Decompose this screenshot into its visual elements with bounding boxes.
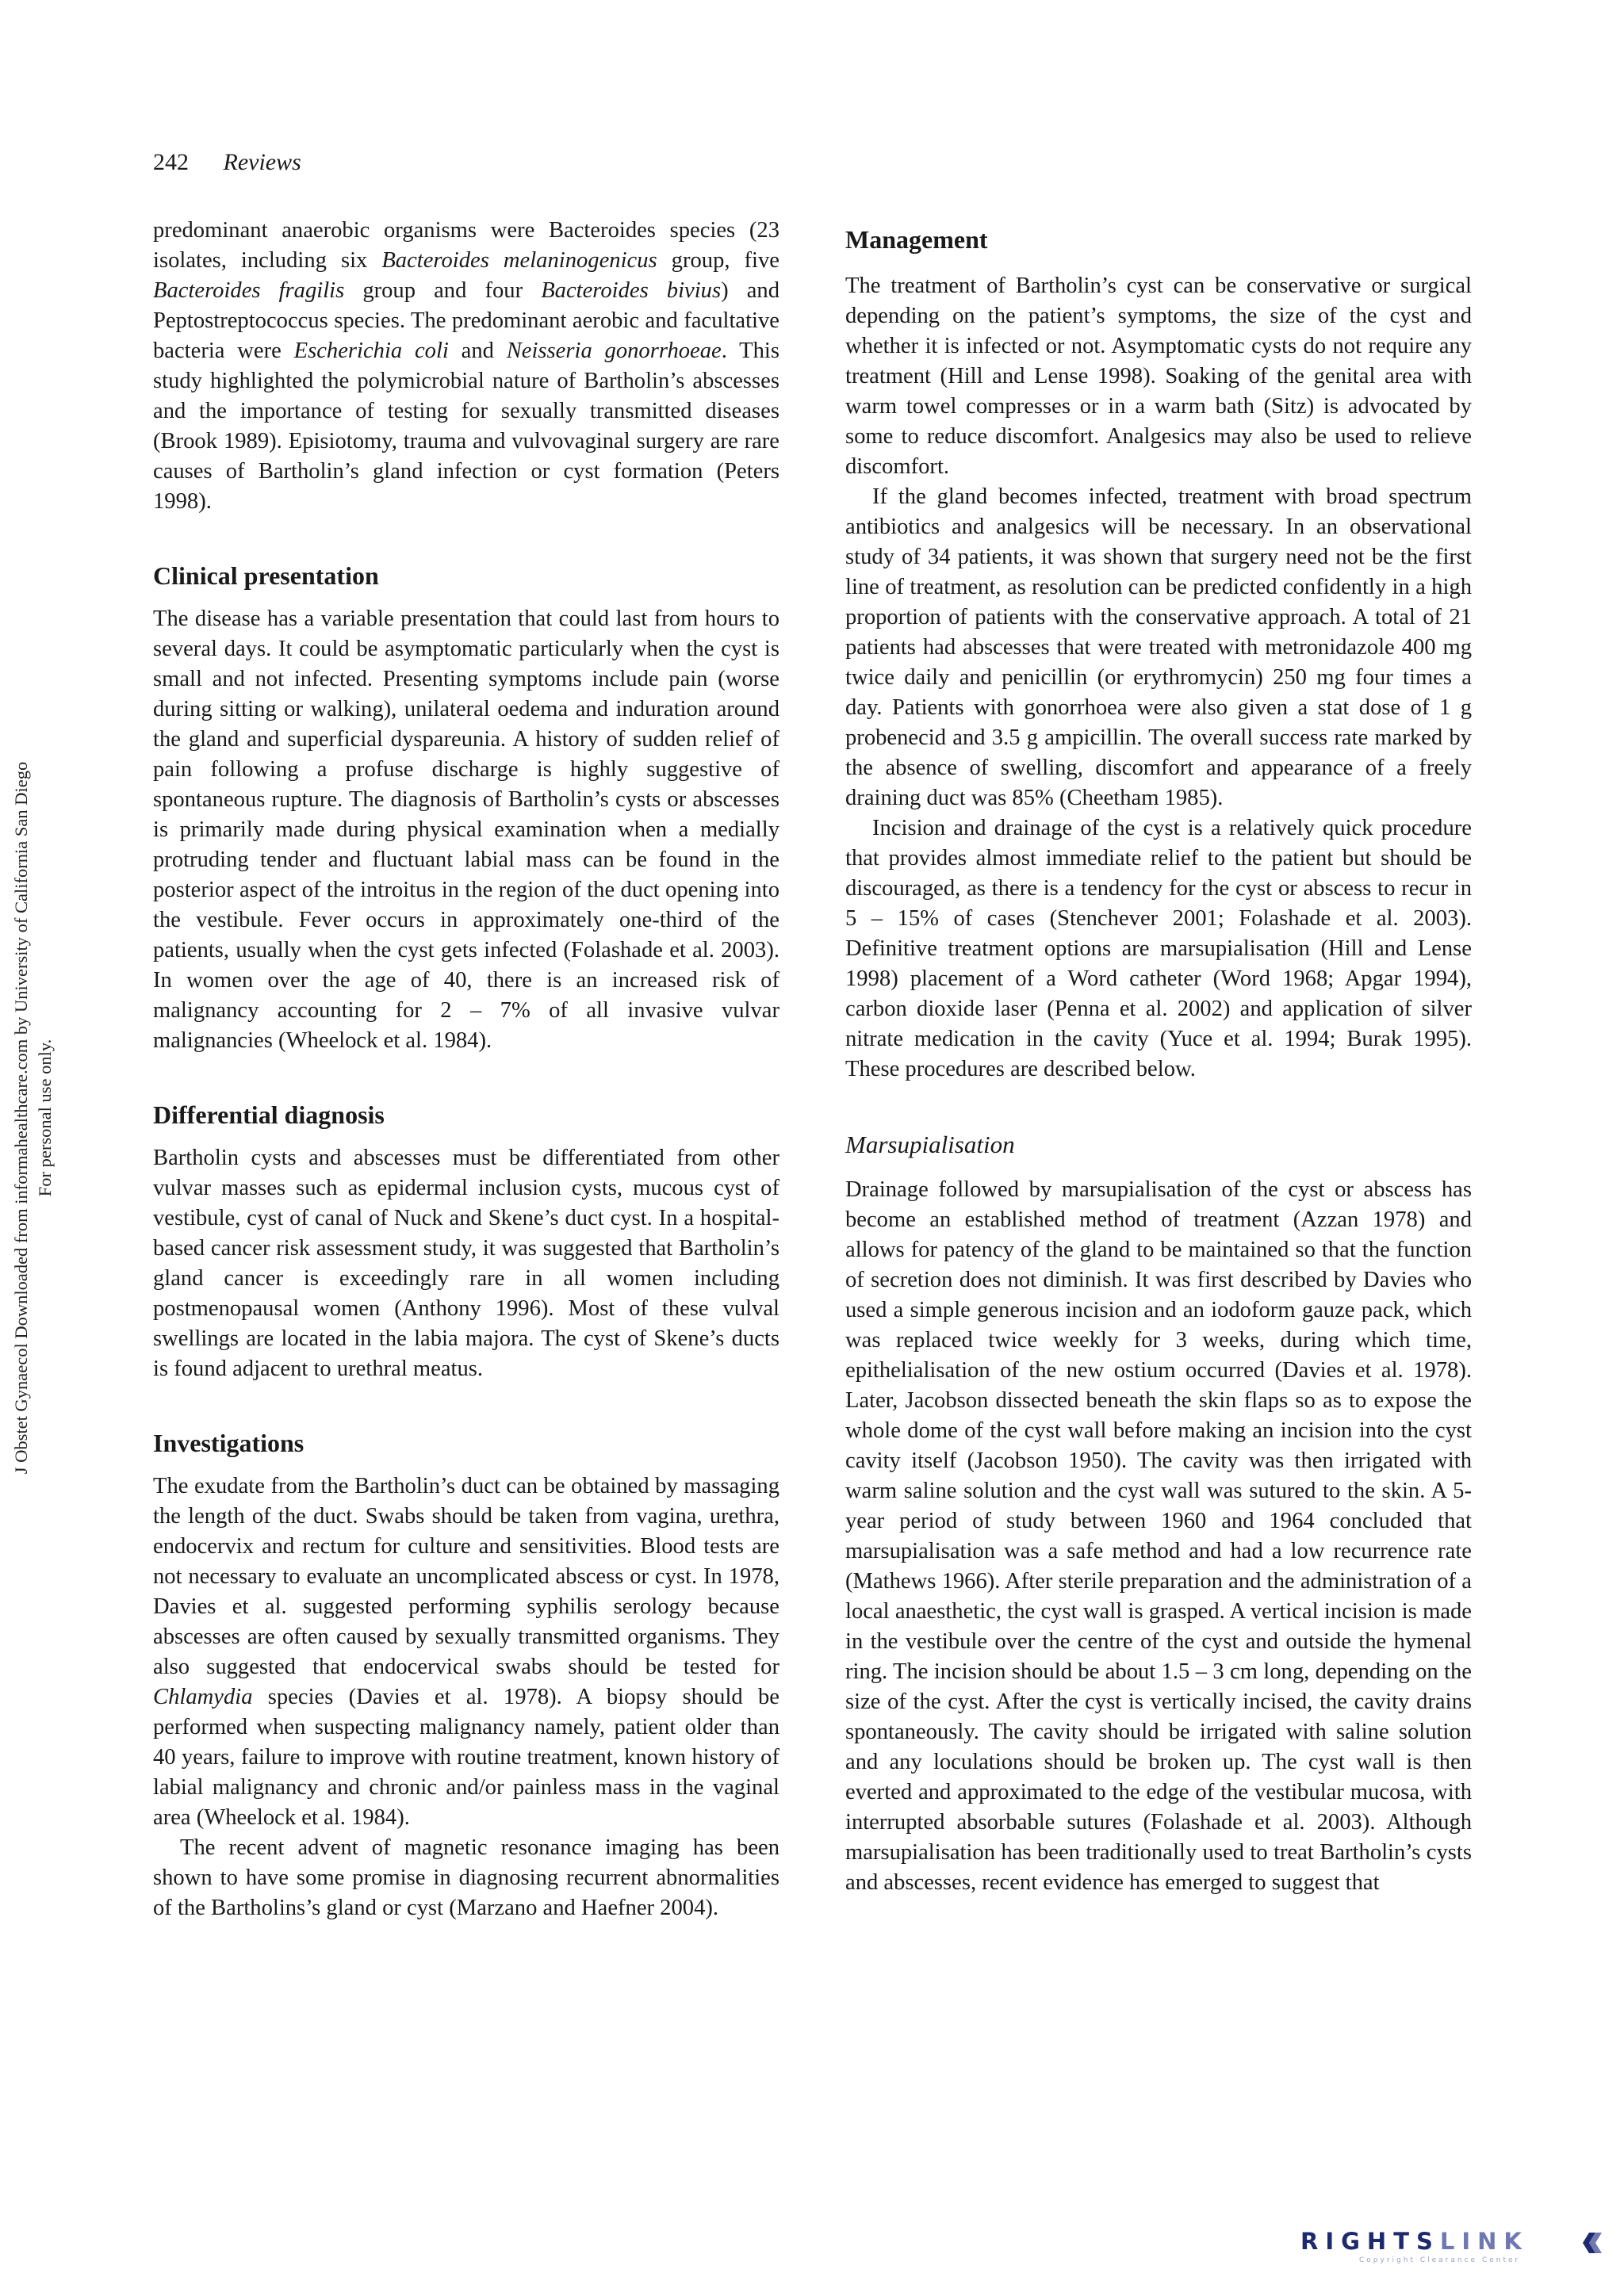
paragraph-investigations-1: The exudate from the Bartholin’s duct can be obtained by massaging the length of the duct. Swabs should be taken from vagina, urethra, endocervix and rectum for culture and sensitivities. Blood tests are not necessary to evaluate an uncomplicated abscess or cyst. In 1978, Davies et al. suggested performing syphilis serology because abscesses are often caused by sexually transmitted organisms. They also suggested that endocervical swabs should be tested for Chlamydia species (Davies et al. 1978). A biopsy should be performed when suspecting malignancy namely, patient older than 40 years, failure to improve with routine treatment, known history of labial malignancy and chronic and/or painless mass in the vaginal area (Wheelock et al. 1984). bbox=[153, 1474, 779, 1830]
paragraph-intro: predominant anaerobic organisms were Bacteroides species (23 isolates, including six Bacteroides melaninogenicus group, five Bacteroides fragilis group and four Bacteroides bivius) and Peptostreptococcus species. The predominant aerobic and facultative bacteria were Escherichia coli and Neisseria gonorrhoeae. This study highlighted the polymicrobial nature of Bartholin’s abscesses and the importance of testing for sexually transmitted diseases (Brook 1989). Episiotomy, trauma and vulvovaginal surgery are rare causes of Bartholin’s gland infection or cyst formation (Peters 1998). bbox=[153, 218, 779, 514]
rightslink-logo[interactable] bbox=[1300, 2228, 1610, 2275]
paragraph-management-3: Incision and drainage of the cyst is a relatively quick procedure that provides almost immediate relief to the patient but should be discouraged, as there is a tendency for the cyst or abscess to recur in 5 – 15% of cases (Stenchever 2001; Folashade et al. 2003). Definitive treatment options are marsupialisation (Hill and Lense 1998) placement of a Word catheter (Word 1968; Apgar 1994), carbon dioxide laser (Penna et al. 2002) and application of silver nitrate medication in the cavity (Yuce et al. 1994; Burak 1995). These procedures are described below. bbox=[845, 816, 1472, 1081]
section-title: Reviews bbox=[223, 149, 301, 175]
heading-management: Management bbox=[845, 225, 988, 254]
running-head bbox=[153, 149, 301, 176]
heading-investigations: Investigations bbox=[153, 1429, 304, 1457]
paragraph-management-2: If the gland becomes infected, treatment with broad spectrum antibiotics and analgesics will be necessary. In an observational study of 34 patients, it was shown that surgery need not be the first line of treatment, as resolution can be predicted confidently in a high proportion of patients with the conservative approach. A total of 21 patients had abscesses that were treated with metronidazole 400 mg twice daily and penicillin (or erythromycin) 250 mg four times a day. Patients with gonorrhoea were also given a stat dose of 1 g probenecid and 3.5 g ampicillin. The overall success rate marked by the absence of swelling, discomfort and appearance of a freely draining duct was 85% (Cheetham 1985). bbox=[845, 484, 1472, 810]
rightslink-arrow-icon bbox=[1580, 2229, 1607, 2256]
heading-clinical-presentation: Clinical presentation bbox=[153, 561, 379, 590]
heading-marsupialisation: Marsupialisation bbox=[845, 1131, 1015, 1158]
logo-text-dark: RIGHTS bbox=[1300, 2228, 1440, 2255]
page-number: 242 bbox=[153, 149, 189, 175]
paragraph-differential: Bartholin cysts and abscesses must be differentiated from other vulvar masses such as epidermal inclusion cysts, mucous cyst of vestibule, cyst of canal of Nuck and Skene’s duct cyst. In a hospital-based cancer risk assessment study, it was suggested that Bartholin’s gland cancer is exceedingly rare in all women including postmenopausal women (Anthony 1996). Most of these vulval swellings are located in the labia majora. The cyst of Skene’s ducts is found adjacent to urethral meatus. bbox=[153, 1146, 779, 1381]
download-notice-line1: J Obstet Gynaecol Downloaded from informahealthcare.com by University of California San Diego bbox=[11, 761, 31, 1475]
paragraph-marsupialisation: Drainage followed by marsupialisation of the cyst or abscess has become an established method of treatment (Azzan 1978) and allows for patency of the gland to be maintained so that the function of secretion does not diminish. It was first described by Davies who used a simple generous incision and an iodoform gauze pack, which was replaced twice weekly for 3 weeks, during which time, epithelialisation of the new ostium occurred (Davies et al. 1978). Later, Jacobson dissected beneath the skin flaps so as to expose the whole dome of the cyst wall before making an incision into the cyst cavity itself (Jacobson 1950). The cavity was then irrigated with warm saline solution and the cyst wall was sutured to the skin. A 5-year period of study between 1960 and 1964 concluded that marsupialisation was a safe method and had a low recurrence rate (Mathews 1966). After sterile preparation and the administration of a local anaesthetic, the cyst wall is grasped. A vertical incision is made in the vestibule over the centre of the cyst and outside the hymenal ring. The incision should be about 1.5 – 3 cm long, depending on the size of the cyst. After the cyst is vertically incised, the cavity drains spontaneously. The cavity should be irrigated with saline solution and any loculations should be broken up. The cyst wall is then everted and approximated to the edge of the vestibular mucosa, with interrupted absorbable sutures (Folashade et al. 2003). Although marsupialisation has been traditionally used to treat Bartholin’s cysts and abscesses, recent evidence has emerged to suggest that bbox=[845, 1177, 1472, 1895]
paragraph-investigations-2: The recent advent of magnetic resonance imaging has been shown to have some promise in diagnosing recurrent abnormalities of the Bartholins’s gland or cyst (Marzano and Haefner 2004). bbox=[153, 1835, 779, 1920]
logo-subtitle: Copyright Clearance Center bbox=[1359, 2256, 1521, 2264]
right-column bbox=[845, 224, 1472, 1898]
logo-text-light: LINK bbox=[1439, 2228, 1529, 2255]
heading-differential-diagnosis: Differential diagnosis bbox=[153, 1100, 385, 1129]
download-notice-line2: For personal use only. bbox=[35, 1039, 55, 1197]
left-column bbox=[153, 216, 779, 1923]
download-notice bbox=[10, 642, 57, 1594]
paragraph-management-1: The treatment of Bartholin’s cyst can be conservative or surgical depending on the patient’s symptoms, the size of the cyst and whether it is infected or not. Asymptomatic cysts do not require any treatment (Hill and Lense 1998). Soaking of the genital area with warm towel compresses or in a warm bath (Sitz) is advocated by some to reduce discomfort. Analgesics may also be used to relieve discomfort. bbox=[845, 274, 1472, 479]
paragraph-clinical: The disease has a variable presentation that could last from hours to several days. It could be asymptomatic particularly when the cyst is small and not infected. Presenting symptoms include pain (worse during sitting or walking), unilateral oedema and induration around the gland and superficial dyspareunia. A history of sudden relief of pain following a profuse discharge is highly suggestive of spontaneous rupture. The diagnosis of Bartholin’s cysts or abscesses is primarily made during physical examination when a medially protruding tender and fluctuant labial mass can be found in the posterior aspect of the introitus in the region of the duct opening into the vestibule. Fever occurs in approximately one-third of the patients, usually when the cyst gets infected (Folashade et al. 2003). In women over the age of 40, there is an increased risk of malignancy accounting for 2 – 7% of all invasive vulvar malignancies (Wheelock et al. 1984). bbox=[153, 607, 779, 1053]
